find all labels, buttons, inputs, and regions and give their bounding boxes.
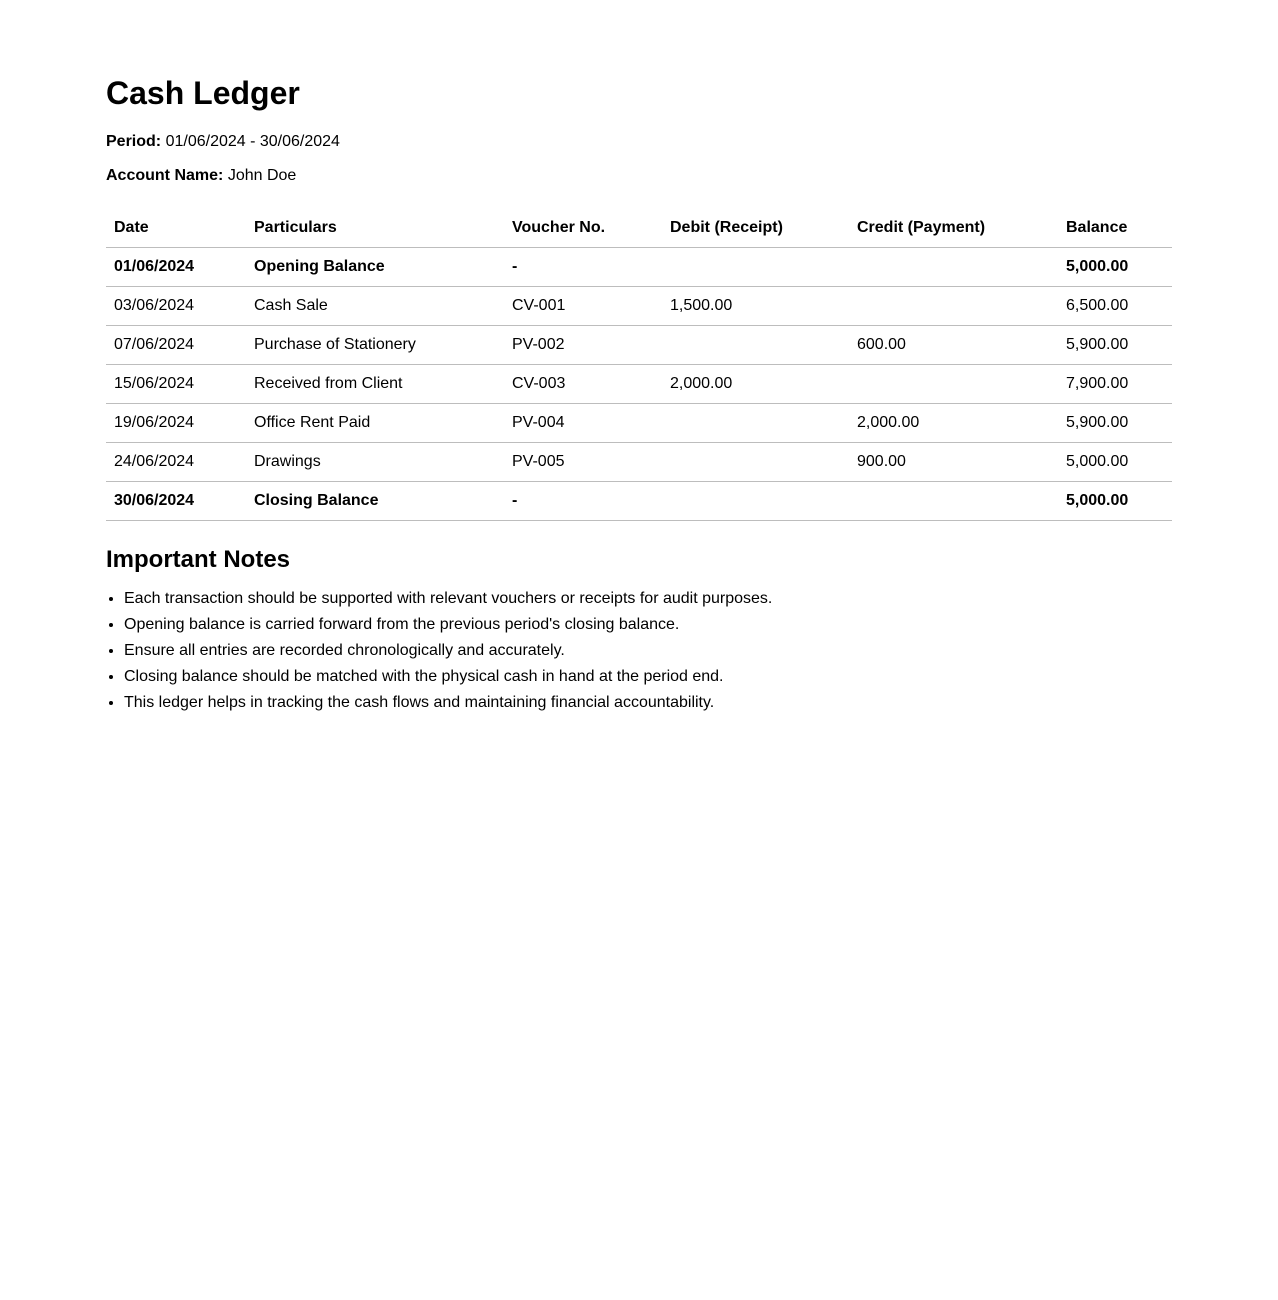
cell-credit [849,365,1058,404]
list-item: • This ledger helps in tracking the cash flows and maintaining financial accountability. [124,694,1172,712]
cell-particulars: Drawings [246,443,504,482]
notes-heading: Important Notes [106,546,291,573]
table-header-row [106,209,1172,248]
cell-credit [849,248,1058,287]
cell-debit [662,443,849,482]
list-item: • Closing balance should be matched with the physical cash in hand at the period end. [124,668,1172,686]
table-row [106,404,1172,443]
cell-voucher-no: PV-004 [504,404,662,443]
table-row [106,287,1172,326]
cell-balance: 5,900.00 [1058,326,1172,365]
list-item: • Ensure all entries are recorded chronologically and accurately. [124,642,1172,660]
cell-credit [849,482,1058,521]
notes-list [106,590,1172,712]
list-item: • Each transaction should be supported with relevant vouchers or receipts for audit purposes. [124,590,1172,608]
column-header-date: Date [106,209,246,248]
cell-debit: 2,000.00 [662,365,849,404]
table-row [106,326,1172,365]
cell-particulars: Purchase of Stationery [246,326,504,365]
page-title: Cash Ledger [106,75,300,111]
cell-balance: 5,000.00 [1058,248,1172,287]
column-header-credit: Credit (Payment) [849,209,1058,248]
account-name-label: Account Name: [106,167,224,184]
period-label: Period: [106,133,162,150]
cell-voucher-no: CV-003 [504,365,662,404]
cell-date: 03/06/2024 [106,287,246,326]
cell-voucher-no: - [504,482,662,521]
cell-voucher-no: PV-005 [504,443,662,482]
closing-balance-row [106,482,1172,521]
cell-debit [662,482,849,521]
cell-date: 15/06/2024 [106,365,246,404]
cell-balance: 5,000.00 [1058,443,1172,482]
cell-debit [662,326,849,365]
column-header-particulars: Particulars [246,209,504,248]
cell-credit: 2,000.00 [849,404,1058,443]
cell-particulars: Received from Client [246,365,504,404]
cell-voucher-no: - [504,248,662,287]
cell-debit: 1,500.00 [662,287,849,326]
cell-date: 24/06/2024 [106,443,246,482]
cell-credit: 900.00 [849,443,1058,482]
cell-particulars: Cash Sale [246,287,504,326]
cell-date: 01/06/2024 [106,248,246,287]
cell-particulars: Opening Balance [246,248,504,287]
account-name-value: John Doe [227,167,297,184]
cell-balance: 7,900.00 [1058,365,1172,404]
cell-date: 07/06/2024 [106,326,246,365]
account-name-line [106,167,1172,185]
column-header-voucher-no: Voucher No. [504,209,662,248]
ledger-table [106,209,1172,521]
cell-voucher-no: CV-001 [504,287,662,326]
period-line [106,133,1172,151]
column-header-debit: Debit (Receipt) [662,209,849,248]
cell-credit [849,287,1058,326]
list-item: • Opening balance is carried forward from the previous period's closing balance. [124,616,1172,634]
cell-date: 19/06/2024 [106,404,246,443]
cell-balance: 6,500.00 [1058,287,1172,326]
cell-particulars: Closing Balance [246,482,504,521]
cell-balance: 5,000.00 [1058,482,1172,521]
cell-particulars: Office Rent Paid [246,404,504,443]
opening-balance-row [106,248,1172,287]
cell-date: 30/06/2024 [106,482,246,521]
cell-credit: 600.00 [849,326,1058,365]
period-value: 01/06/2024 - 30/06/2024 [165,133,340,150]
cell-debit [662,248,849,287]
table-row [106,443,1172,482]
column-header-balance: Balance [1058,209,1172,248]
cell-voucher-no: PV-002 [504,326,662,365]
table-row [106,365,1172,404]
cell-debit [662,404,849,443]
cell-balance: 5,900.00 [1058,404,1172,443]
